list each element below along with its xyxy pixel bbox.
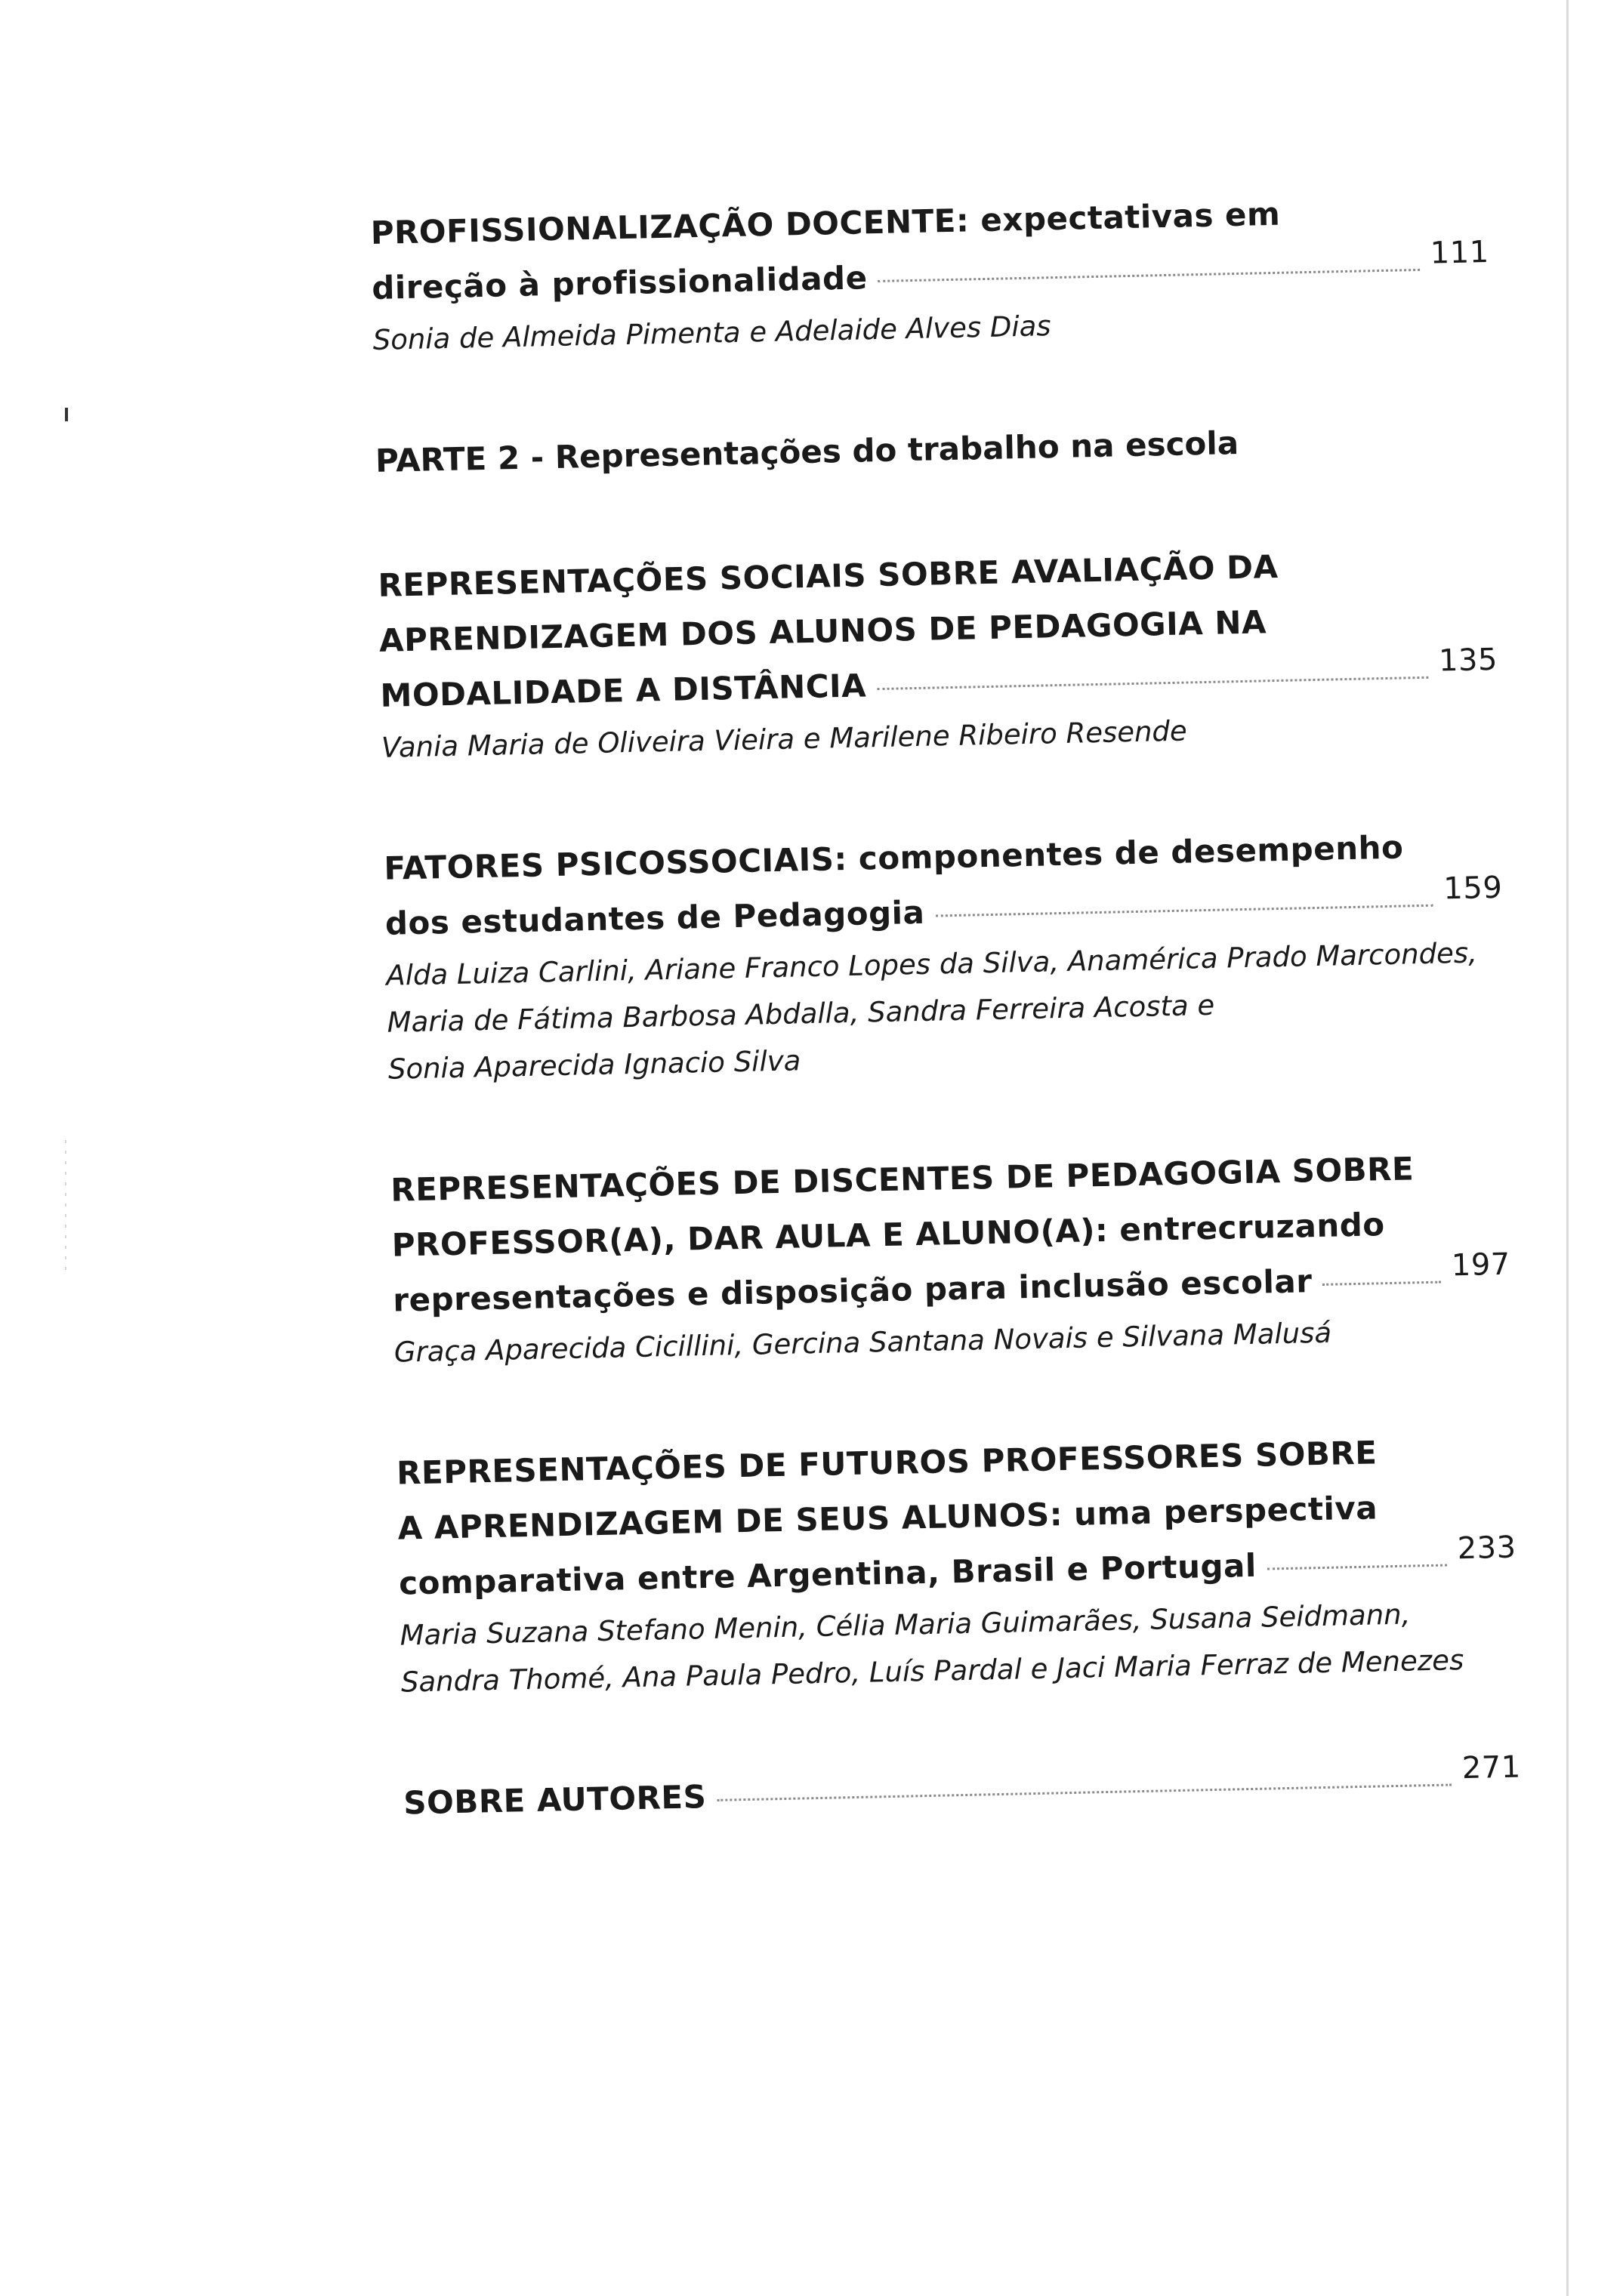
entry-title-line: REPRESENTAÇÕES DE DISCENTES DE PEDAGOGIA SOBRE [390, 1150, 1415, 1209]
leader-dots [1322, 1281, 1441, 1286]
leader-dots [717, 1783, 1452, 1801]
entry-title-text: representações e disposição para inclusão escolar [392, 1262, 1313, 1319]
page-number: 271 [1461, 1749, 1522, 1786]
entry-authors: Sandra Thomé, Ana Paula Pedro, Luís Pardal e Jaci Maria Ferraz de Menezes [400, 1644, 1464, 1699]
leader-dots [1267, 1564, 1447, 1570]
entry-title-text: MODALIDADE A DISTÂNCIA [380, 667, 867, 714]
toc-entry [370, 182, 1491, 364]
entry-title-line: PROFISSIONALIZAÇÃO DOCENTE: expectativas em [370, 195, 1281, 251]
scan-mark [65, 408, 68, 421]
entry-authors: Sonia Aparecida Ignacio Silva [387, 1044, 801, 1086]
entry-title-line: A APRENDIZAGEM DE SEUS ALUNOS: uma perspectiva [397, 1489, 1378, 1547]
leader-dots [935, 905, 1433, 917]
section-heading: PARTE 2 - Representações do trabalho na escola [375, 424, 1239, 479]
entry-authors: Vania Maria de Oliveira Vieira e Marilene Ribeiro Resende [381, 714, 1188, 764]
page-number: 159 [1442, 870, 1503, 907]
toc-entry [396, 1422, 1519, 1706]
page-number: 233 [1457, 1530, 1517, 1567]
scan-dotted-mark [65, 1140, 66, 1276]
toc-entry [378, 535, 1500, 772]
entry-title-line: FATORES PSICOSSOCIAIS: componentes de desempenho [383, 828, 1404, 887]
entry-title-last-line [403, 1749, 1522, 1832]
table-of-contents [370, 182, 1523, 1902]
entry-authors: Graça Aparecida Cicillini, Gercina Santana Novais e Silvana Malusá [393, 1316, 1332, 1369]
entry-title-line: REPRESENTAÇÕES SOCIAIS SOBRE AVALIAÇÃO DA [378, 547, 1279, 604]
entry-title-text: dos estudantes de Pedagogia [384, 893, 925, 942]
entry-title-text: comparativa entre Argentina, Brasil e Portugal [398, 1546, 1257, 1602]
toc-entry [384, 818, 1507, 1093]
entry-title-line: REPRESENTAÇÕES DE FUTUROS PROFESSORES SOBRE [396, 1434, 1378, 1492]
entry-authors: Sonia de Almeida Pimenta e Adelaide Alves Dias [372, 310, 1052, 356]
page-number: 135 [1438, 642, 1498, 679]
toc-entry [403, 1749, 1522, 1832]
entry-authors: Alda Luiza Carlini, Ariane Franco Lopes da Silva, Anamérica Prado Marcondes, [385, 936, 1478, 992]
leader-dots [878, 269, 1421, 282]
entry-authors: Maria Suzana Stefano Menin, Célia Maria Guimarães, Susana Seidmann, [400, 1598, 1411, 1652]
leader-dots [877, 676, 1428, 690]
entry-title-text: SOBRE AUTORES [403, 1778, 707, 1822]
entry-title-line: PROFESSOR(A), DAR AULA E ALUNO(A): entrecruzando [391, 1206, 1386, 1264]
page-number: 111 [1430, 234, 1490, 271]
entry-title-line: APRENDIZAGEM DOS ALUNOS DE PEDAGOGIA NA [378, 603, 1267, 659]
entry-authors: Maria de Fátima Barbosa Abdalla, Sandra Ferreira Acosta e [387, 988, 1215, 1039]
page-edge-line [1566, 0, 1569, 2296]
toc-entry [390, 1139, 1513, 1376]
page-number: 197 [1451, 1247, 1511, 1284]
entry-title-text: direção à profissionalidade [371, 259, 869, 307]
